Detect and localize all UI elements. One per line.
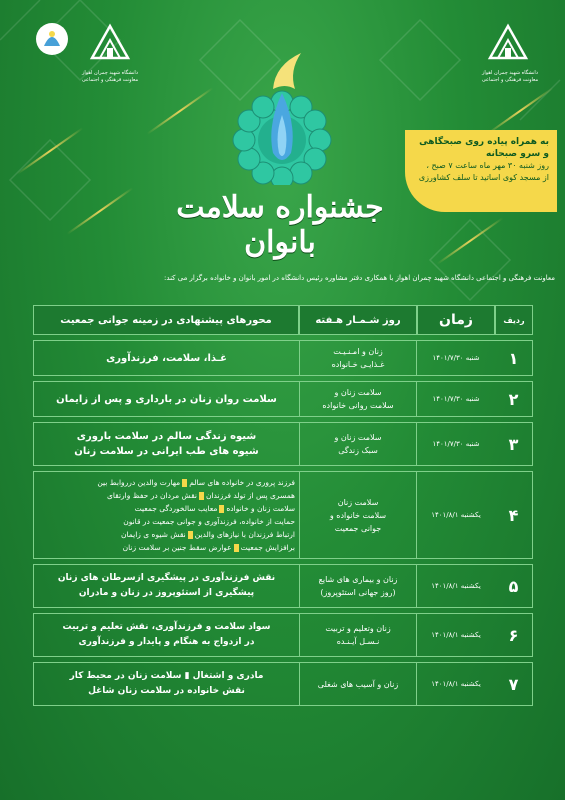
walk-line-2: از مسجد کوی اساتید تا سلف کشاورزی	[418, 173, 549, 182]
row-number: ۶	[495, 613, 533, 657]
row-time: یکشنبه ۱۴۰۱/۸/۱	[417, 471, 495, 559]
row-number: ۳	[495, 422, 533, 466]
row-axis: سواد سلامت و فرزندآوری، نقش تعلیم و تربیت در ازدواج به هنگام و پایدار و فرزندآوری	[33, 613, 299, 657]
walk-heading: به همراه پیاده روی صبحگاهی و سرو صبحانه	[419, 137, 549, 159]
table-row	[33, 340, 533, 376]
university-logo-left	[88, 22, 132, 64]
row-day: سلامت زنان و سبک زندگی	[299, 422, 417, 466]
row-time: شنبه ۱۴۰۱/۷/۳۰	[417, 340, 495, 376]
table-row	[33, 564, 533, 608]
counseling-logo	[35, 22, 69, 60]
bullet-marker	[219, 505, 224, 513]
row-number: ۱	[495, 340, 533, 376]
table-row	[33, 381, 533, 417]
bullet-marker	[188, 531, 193, 539]
row-time: شنبه ۱۴۰۱/۷/۳۰	[417, 381, 495, 417]
row-axis: شیوه زندگی سالم در سلامت باروری شیوه های طب ایرانی در سلامت زنان	[33, 422, 299, 466]
row-day: زنان و آسیب های شغلی	[299, 662, 417, 706]
row-day: زنان وتعلیم و تربیت نـسـل آیـنـده	[299, 613, 417, 657]
row-axis: سلامت روان زنان در بارداری و پس از زایمان	[33, 381, 299, 417]
row-axis: غـذا، سلامت، فرزندآوری	[33, 340, 299, 376]
row-time: یکشنبه ۱۴۰۱/۸/۱	[417, 613, 495, 657]
table-row	[33, 422, 533, 466]
row-number: ۵	[495, 564, 533, 608]
row-axis: مادری و اشتغال ▮ سلامت زنان در محیط کار نقش خانواده در سلامت زنان شاغل	[33, 662, 299, 706]
morning-walk-notice	[405, 130, 557, 212]
row-day: زنان و امـنـیـت غـذایـی خـانواده	[299, 340, 417, 376]
header-day: روز شـمـار هـفته	[299, 305, 417, 335]
intro-text: معاونت فرهنگی و اجتماعی دانشگاه شهید چمران اهواز با همکاری دفتر مشاوره رئیس دانشگاه در امور بانوان و خانواده برگزار می کند:	[164, 274, 555, 282]
header-axis: محورهای پیشنهادی در زمینه جوانی جمعیت	[33, 305, 299, 335]
bullet-marker	[234, 544, 239, 552]
table-row	[33, 662, 533, 706]
walk-line-1: روز شنبه ۳۰ مهر ماه ساعت ۷ صبح ،	[426, 161, 549, 170]
bullet-marker	[182, 479, 187, 487]
schedule-table	[33, 300, 533, 711]
row-number: ۷	[495, 662, 533, 706]
university-logo-right-text: دانشگاه شهید چمران اهواز معاونت فرهنگی و اجتماعی	[481, 70, 539, 83]
table-header-row	[33, 305, 533, 335]
row-day: زنان و بیماری های شایع (روز جهانی استئوپروز)	[299, 564, 417, 608]
row-axis: نقش فرزندآوری در پیشگیری ازسرطان های زنان پیشگیری از استئوپروز در زنان و مادران	[33, 564, 299, 608]
header-time: زمان	[417, 305, 495, 335]
bullet-marker	[199, 492, 204, 500]
row-number: ۴	[495, 471, 533, 559]
university-logo-left-text: دانشگاه شهید چمران اهواز معاونت فرهنگی و اجتماعی	[81, 70, 139, 83]
university-logo-right	[486, 22, 530, 64]
table-row	[33, 613, 533, 657]
row-time: شنبه ۱۴۰۱/۷/۳۰	[417, 422, 495, 466]
row-axis: فرزند پروری در خانواده های سالممهارت والدین درروابط بین همسری پس از تولد فرزنداننقش مردان در حفظ وارتقای سلامت زنان و خانوادهمعایب سالخوردگی جمعیت حمایت از خانواده، فرزندآوری و جوانی جمعیت در قانون ارتباط فرزندان با نیازهای والدیننقش شیوه ی زایمان برافزایش جمعیتعوارض سقط جنین بر سلامت زنان	[33, 471, 299, 559]
row-day: سلامت زنان سلامت خانواده و جوانی جمعیت	[299, 471, 417, 559]
row-number: ۲	[495, 381, 533, 417]
festival-emblem	[215, 45, 350, 185]
header-row-number: ردیف	[495, 305, 533, 335]
row-time: یکشنبه ۱۴۰۱/۸/۱	[417, 662, 495, 706]
page-title: جشنواره سلامت بانوان	[176, 190, 384, 260]
table-row	[33, 471, 533, 559]
row-day: سلامت زنان و سلامت روانی خانواده	[299, 381, 417, 417]
row-time: یکشنبه ۱۴۰۱/۸/۱	[417, 564, 495, 608]
